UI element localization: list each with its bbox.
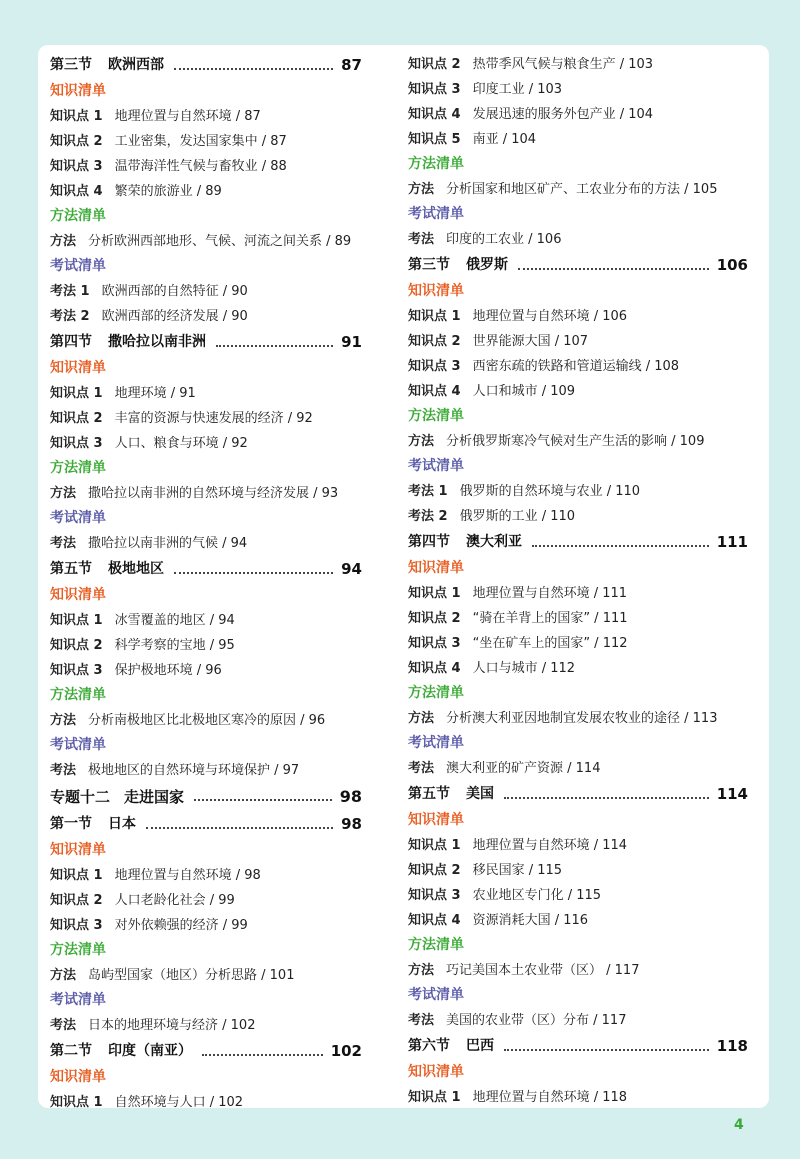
list-heading: 知识清单: [408, 812, 464, 828]
item-text: 地理位置与自然环境 / 106: [472, 309, 628, 324]
list-heading: 方法清单: [50, 460, 106, 476]
section-number: 第四节: [408, 534, 450, 550]
item-label: 方法: [50, 968, 77, 983]
toc-section-entry[interactable]: [50, 556, 362, 583]
toc-item[interactable]: [408, 833, 748, 858]
list-heading: 知识清单: [50, 587, 106, 603]
item-label: 知识点 1: [408, 586, 461, 601]
item-label: 考法 2: [50, 309, 90, 324]
section-page: 111: [716, 533, 748, 551]
list-heading: 考试清单: [50, 992, 106, 1008]
toc-item[interactable]: [408, 177, 748, 202]
item-text: 欧洲西部的自然特征 / 90: [101, 284, 248, 299]
section-page: 94: [341, 560, 362, 578]
item-label: 考法: [408, 761, 435, 776]
toc-section-entry[interactable]: [408, 529, 748, 556]
item-text: 分析澳大利亚因地制宜发展农牧业的途径 / 113: [446, 711, 718, 726]
item-label: 知识点 1: [50, 868, 103, 883]
item-label: 知识点 2: [50, 893, 103, 908]
item-label: 知识点 3: [50, 663, 103, 678]
item-text: 人口与城市 / 112: [472, 661, 576, 676]
item-text: 世界能源大国 / 107: [472, 334, 589, 349]
toc-item[interactable]: [50, 608, 362, 633]
item-text: 南亚 / 104: [472, 132, 537, 147]
toc-item[interactable]: [408, 479, 748, 504]
toc-section-entry[interactable]: [408, 1033, 748, 1060]
section-number: 第六节: [408, 1038, 450, 1054]
toc-topic-entry[interactable]: [50, 783, 362, 811]
item-text: 热带季风气候与粮食生产 / 103: [472, 57, 654, 72]
item-text: 地理位置与自然环境 / 111: [472, 586, 628, 601]
item-text: “坐在矿车上的国家” / 112: [472, 636, 628, 651]
item-text: 撒哈拉以南非洲的气候 / 94: [88, 536, 248, 551]
section-page: 102: [330, 1042, 362, 1060]
list-heading: 知识清单: [50, 1069, 106, 1085]
toc-section-entry[interactable]: [50, 52, 362, 79]
toc-item[interactable]: [408, 52, 748, 77]
item-text: 地理位置与自然环境 / 98: [114, 868, 261, 883]
item-label: 知识点 1: [408, 838, 461, 853]
list-heading: 知识清单: [50, 360, 106, 376]
list-heading: 考试清单: [50, 258, 106, 274]
toc-item[interactable]: [408, 706, 748, 731]
section-number: 专题十二: [50, 788, 111, 806]
toc-item[interactable]: [408, 1085, 748, 1110]
section-page: 91: [341, 333, 362, 351]
dot-leader: [518, 268, 709, 270]
item-label: 考法: [408, 1013, 435, 1028]
toc-item[interactable]: [408, 304, 748, 329]
list-heading: 考试清单: [408, 206, 464, 222]
section-title: 撒哈拉以南非洲: [108, 334, 206, 350]
toc-section-entry[interactable]: [408, 781, 748, 808]
toc-item[interactable]: [408, 127, 748, 152]
toc-section-entry[interactable]: [408, 252, 748, 279]
section-title: 美国: [466, 786, 494, 802]
dot-leader: [216, 345, 333, 347]
toc-item[interactable]: [50, 708, 362, 733]
toc-item[interactable]: [50, 154, 362, 179]
item-text: 分析南极地区比北极地区寒冷的原因 / 96: [88, 713, 326, 728]
item-text: 发展迅速的服务外包产业 / 104: [472, 107, 654, 122]
toc-item[interactable]: [50, 758, 362, 783]
item-text: 冰雪覆盖的地区 / 94: [114, 613, 235, 628]
item-label: 知识点 4: [408, 384, 461, 399]
toc-item[interactable]: [50, 406, 362, 431]
list-heading: 知识清单: [50, 842, 106, 858]
item-label: 方法: [50, 486, 77, 501]
item-text: 资源消耗大国 / 116: [472, 913, 589, 928]
dot-leader: [174, 572, 333, 574]
toc-item[interactable]: [50, 531, 362, 556]
list-heading: 方法清单: [50, 942, 106, 958]
toc-item[interactable]: [50, 963, 362, 988]
item-label: 考法: [50, 763, 77, 778]
item-label: 知识点 3: [408, 82, 461, 97]
toc-item[interactable]: [408, 102, 748, 127]
toc-item[interactable]: [50, 863, 362, 888]
section-page: 118: [716, 1037, 748, 1055]
dot-leader: [146, 827, 333, 829]
section-number: 第五节: [50, 561, 92, 577]
item-label: 知识点 2: [408, 334, 461, 349]
section-number: 第四节: [50, 334, 92, 350]
list-heading: 考试清单: [408, 458, 464, 474]
dot-leader: [174, 68, 333, 70]
dot-leader: [532, 545, 709, 547]
section-number: 第五节: [408, 786, 450, 802]
item-label: 知识点 2: [50, 638, 103, 653]
page-number: 4: [734, 1117, 744, 1133]
list-heading: 方法清单: [50, 208, 106, 224]
toc-item[interactable]: [408, 504, 748, 529]
toc-item[interactable]: [408, 908, 748, 933]
item-label: 方法: [408, 963, 435, 978]
toc-item[interactable]: [50, 279, 362, 304]
item-text: 分析国家和地区矿产、工农业分布的方法 / 105: [446, 182, 718, 197]
toc-item[interactable]: [408, 1008, 748, 1033]
item-label: 知识点 3: [408, 636, 461, 651]
list-heading: 方法清单: [50, 687, 106, 703]
section-number: 第三节: [50, 57, 92, 73]
item-text: 巧记美国本土农业带（区） / 117: [446, 963, 640, 978]
item-text: 工业密集，发达国家集中 / 87: [114, 134, 287, 149]
section-number: 第三节: [408, 257, 450, 273]
toc-section-entry[interactable]: [50, 329, 362, 356]
item-text: 西密东疏的铁路和管道运输线 / 108: [472, 359, 680, 374]
toc-item[interactable]: [408, 227, 748, 252]
item-text: 澳大利亚的矿产资源 / 114: [446, 761, 601, 776]
toc-item[interactable]: [50, 104, 362, 129]
dot-leader: [504, 1049, 709, 1051]
section-number: 第一节: [50, 816, 92, 832]
item-label: 考法: [408, 232, 435, 247]
item-text: 农业地区专门化 / 115: [472, 888, 602, 903]
item-text: 印度的工农业 / 106: [446, 232, 562, 247]
list-heading: 考试清单: [50, 510, 106, 526]
toc-item[interactable]: [50, 633, 362, 658]
item-label: 知识点 4: [408, 913, 461, 928]
item-text: 俄罗斯的自然环境与农业 / 110: [459, 484, 641, 499]
toc-item[interactable]: [50, 381, 362, 406]
item-text: 美国的农业带（区）分布 / 117: [446, 1013, 627, 1028]
section-number: 第二节: [50, 1043, 92, 1059]
section-title: 印度（南亚）: [108, 1043, 192, 1059]
section-page: 87: [341, 56, 362, 74]
item-text: 分析欧洲西部地形、气候、河流之间关系 / 89: [88, 234, 352, 249]
dot-leader: [202, 1054, 323, 1056]
list-heading: 知识清单: [408, 283, 464, 299]
item-label: 知识点 4: [408, 107, 461, 122]
section-title: 巴西: [466, 1038, 494, 1054]
item-label: 考法 1: [50, 284, 90, 299]
list-heading: 知识清单: [408, 1064, 464, 1080]
toc-item[interactable]: [408, 379, 748, 404]
section-page: 114: [716, 785, 748, 803]
item-label: 知识点 2: [50, 411, 103, 426]
list-heading: 方法清单: [408, 937, 464, 953]
item-label: 方法: [50, 234, 77, 249]
item-label: 知识点 5: [408, 132, 461, 147]
item-label: 知识点 1: [50, 109, 103, 124]
dot-leader: [504, 797, 709, 799]
item-text: “骑在羊背上的国家” / 111: [472, 611, 628, 626]
item-label: 知识点 2: [50, 134, 103, 149]
toc-left-column: [50, 52, 362, 1115]
item-label: 方法: [50, 713, 77, 728]
list-heading: 方法清单: [408, 408, 464, 424]
toc-item[interactable]: [50, 431, 362, 456]
item-label: 考法 2: [408, 509, 448, 524]
toc-item[interactable]: [408, 329, 748, 354]
item-label: 知识点 2: [408, 863, 461, 878]
item-text: 丰富的资源与快速发展的经济 / 92: [114, 411, 313, 426]
toc-item[interactable]: [408, 354, 748, 379]
item-label: 知识点 3: [50, 436, 103, 451]
item-label: 知识点 3: [408, 888, 461, 903]
item-label: 知识点 4: [408, 661, 461, 676]
item-text: 保护极地环境 / 96: [114, 663, 222, 678]
toc-section-entry[interactable]: [50, 1038, 362, 1065]
toc-item[interactable]: [408, 756, 748, 781]
item-text: 日本的地理环境与经济 / 102: [88, 1018, 256, 1033]
list-heading: 考试清单: [408, 735, 464, 751]
item-label: 知识点 3: [50, 159, 103, 174]
toc-item[interactable]: [50, 229, 362, 254]
list-heading: 考试清单: [408, 987, 464, 1003]
section-page: 106: [716, 256, 748, 274]
item-label: 方法: [408, 711, 435, 726]
toc-item[interactable]: [408, 581, 748, 606]
list-heading: 知识清单: [408, 560, 464, 576]
list-heading: 方法清单: [408, 685, 464, 701]
item-label: 知识点 2: [408, 57, 461, 72]
item-text: 人口、粮食与环境 / 92: [114, 436, 248, 451]
item-text: 自然环境与人口 / 102: [114, 1095, 244, 1110]
item-text: 温带海洋性气候与畜牧业 / 88: [114, 159, 287, 174]
item-text: 人口和城市 / 109: [472, 384, 576, 399]
section-title: 澳大利亚: [466, 534, 522, 550]
toc-item[interactable]: [50, 888, 362, 913]
item-label: 考法 1: [408, 484, 448, 499]
item-text: 移民国家 / 115: [472, 863, 563, 878]
item-label: 知识点 4: [50, 184, 103, 199]
toc-item[interactable]: [50, 1090, 362, 1115]
toc-item[interactable]: [50, 304, 362, 329]
item-text: 科学考察的宝地 / 95: [114, 638, 235, 653]
item-label: 知识点 1: [408, 1090, 461, 1105]
item-label: 知识点 1: [408, 309, 461, 324]
section-title: 欧洲西部: [108, 57, 164, 73]
item-text: 岛屿型国家（地区）分析思路 / 101: [88, 968, 295, 983]
item-label: 知识点 3: [408, 359, 461, 374]
item-label: 知识点 3: [50, 918, 103, 933]
list-heading: 方法清单: [408, 156, 464, 172]
section-title: 极地地区: [108, 561, 164, 577]
toc-item[interactable]: [50, 913, 362, 938]
item-label: 知识点 1: [50, 1095, 103, 1110]
item-text: 分析俄罗斯寒冷气候对生产生活的影响 / 109: [446, 434, 705, 449]
item-text: 撒哈拉以南非洲的自然环境与经济发展 / 93: [88, 486, 339, 501]
toc-item[interactable]: [408, 958, 748, 983]
section-page: 98: [339, 787, 362, 806]
item-label: 知识点 1: [50, 386, 103, 401]
item-label: 方法: [408, 434, 435, 449]
item-text: 地理环境 / 91: [114, 386, 196, 401]
item-text: 繁荣的旅游业 / 89: [114, 184, 222, 199]
item-label: 知识点 1: [50, 613, 103, 628]
item-text: 人口老龄化社会 / 99: [114, 893, 235, 908]
item-text: 地理位置与自然环境 / 114: [472, 838, 628, 853]
toc-item[interactable]: [50, 481, 362, 506]
item-text: 欧洲西部的经济发展 / 90: [101, 309, 248, 324]
item-text: 俄罗斯的工业 / 110: [459, 509, 576, 524]
toc-section-entry[interactable]: [50, 811, 362, 838]
toc-item[interactable]: [50, 179, 362, 204]
toc-item[interactable]: [50, 1013, 362, 1038]
item-text: 对外依赖强的经济 / 99: [114, 918, 248, 933]
toc-item[interactable]: [408, 429, 748, 454]
toc-item[interactable]: [408, 631, 748, 656]
section-title: 走进国家: [124, 788, 185, 806]
item-text: 地理位置与自然环境 / 87: [114, 109, 261, 124]
toc-item[interactable]: [408, 606, 748, 631]
item-label: 知识点 2: [408, 611, 461, 626]
section-title: 俄罗斯: [466, 257, 508, 273]
toc-item[interactable]: [50, 658, 362, 683]
toc-item[interactable]: [408, 858, 748, 883]
item-text: 印度工业 / 103: [472, 82, 563, 97]
toc-right-column: [408, 52, 748, 1110]
item-label: 考法: [50, 1018, 77, 1033]
section-title: 日本: [108, 816, 136, 832]
toc-item[interactable]: [408, 77, 748, 102]
item-text: 地理位置与自然环境 / 118: [472, 1090, 628, 1105]
dot-leader: [194, 799, 332, 801]
item-label: 方法: [408, 182, 435, 197]
item-text: 极地地区的自然环境与环境保护 / 97: [88, 763, 300, 778]
list-heading: 考试清单: [50, 737, 106, 753]
toc-item[interactable]: [408, 883, 748, 908]
toc-item[interactable]: [408, 656, 748, 681]
list-heading: 知识清单: [50, 83, 106, 99]
item-label: 考法: [50, 536, 77, 551]
section-page: 98: [341, 815, 362, 833]
toc-item[interactable]: [50, 129, 362, 154]
